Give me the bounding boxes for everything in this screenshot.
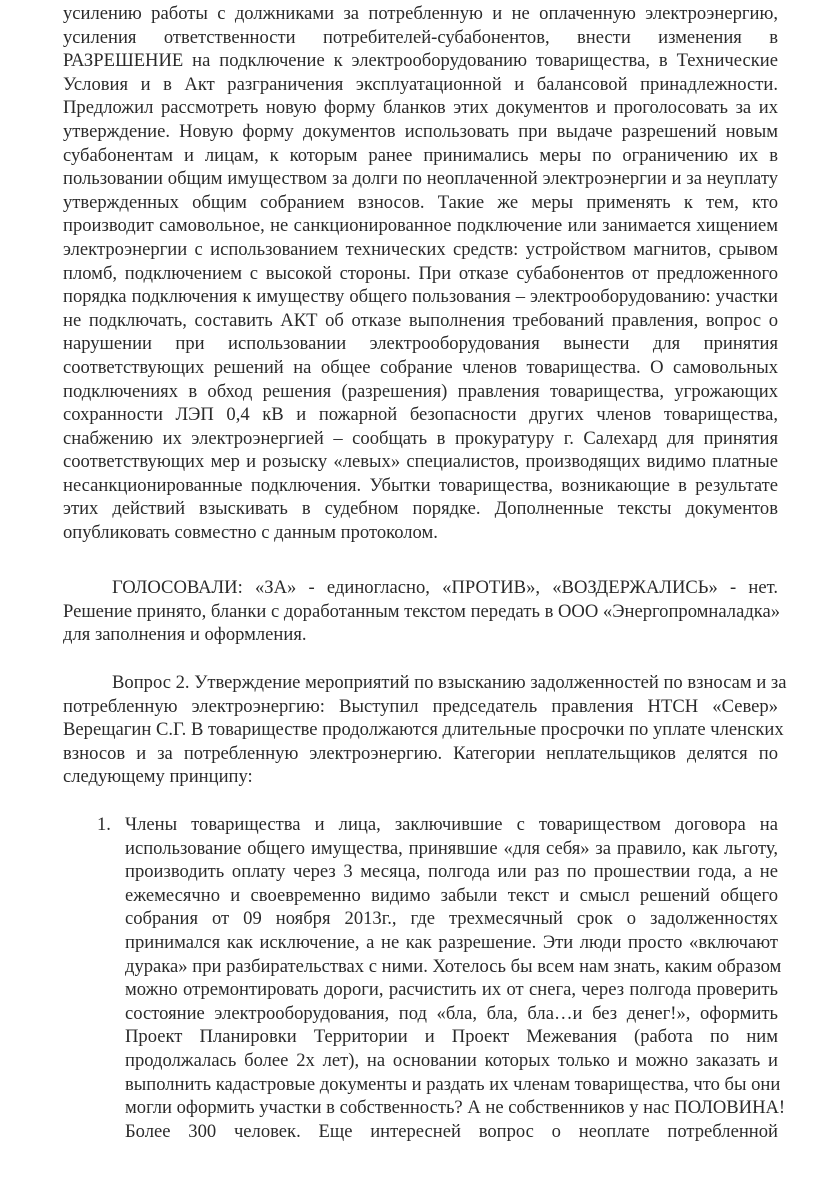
text-line: соответствующих решений на общее собрание членов товарищества. О самовольных (63, 356, 778, 378)
text-line: Условия и в Акт разграничения эксплуатационной и балансовой принадлежности. (63, 73, 778, 95)
text-line: порядка подключения к имуществу общего пользования – электрооборудованию: участки (63, 286, 778, 308)
text-line: утвержденных общим собранием взносов. Такие же меры применять к тем, кто (63, 191, 778, 213)
text-line: не подключать, составить АКТ об отказе выполнения требований правления, вопрос о (63, 309, 778, 331)
text-line: Более 300 человек. Еще интересней вопрос о неоплате потребленной (125, 1120, 778, 1142)
text-line: усилению работы с должниками за потребленную и не оплаченную электроэнергию, (63, 3, 778, 24)
text-line: могли оформить участки в собственность? А не собственников у нас ПОЛОВИНА! (125, 1097, 786, 1119)
text-line: производит самовольное, не санкционированное подключение или занимается хищением (63, 215, 778, 237)
list-item (63, 813, 786, 1143)
text-line: субабонентам и лицам, к которым ранее принимались меры по ограничению их в (63, 144, 778, 166)
list-item-number: 1. (97, 814, 111, 835)
text-line: Члены товарищества и лица, заключившие с товариществом договора на (125, 814, 778, 835)
text-line: усиления ответственности потребителей-субабонентов, внести изменения в (63, 26, 778, 48)
text-line: несанкционированные подключения. Убытки товарищества, возникающие в результате (63, 474, 778, 496)
text-line: пломб, подключением с высокой стороны. При отказе субабонентов от предложенного (63, 262, 778, 284)
text-line: принимался как исключение, а не как разрешение. Эти люди просто «включают (125, 931, 778, 953)
text-line: дурака» при разбирательствах с ними. Хотелось бы всем нам знать, каким образом (125, 955, 782, 977)
text-line: Решение принято, бланки с доработанным текстом передать в ООО «Энергопромналадка» (63, 600, 781, 622)
text-line: потребленную электроэнергию: Выступил председатель правления НТСН «Север» (63, 695, 778, 717)
text-line: собрания от 09 ноября 2013г., где трехмесячный срок о задолженностях (125, 908, 778, 930)
debtor-categories-list (63, 813, 786, 1143)
text-line: можно отремонтировать дороги, расчистить их от снега, через полгода проверить (125, 979, 778, 1001)
text-line: электроэнергии с использованием технических средств: устройством магнитов, срывом (63, 238, 778, 260)
text-line: состояние электрооборудования, под «бла, бла, бла…и без денег!», оформить (125, 1002, 778, 1024)
text-line: производить оплату через 3 месяца, полгода или раз по прошествии года, а не (125, 861, 778, 883)
text-line: соответствующих мер и розыску «левых» специалистов, производящих видимо платные (63, 451, 778, 473)
paragraph-question-2 (63, 671, 787, 789)
list-item-text (125, 813, 786, 1143)
text-line: выполнить кадастровые документы и раздать их членам товарищества, что бы они (125, 1073, 781, 1095)
text-line: Верещагин С.Г. В товариществе продолжаются длительные просрочки по уплате членских (63, 719, 784, 741)
text-line: для заполнения и оформления. (63, 624, 307, 646)
text-line: продолжалась более 2х лет), на основании которых только и можно заказать и (125, 1049, 778, 1071)
text-line: РАЗРЕШЕНИЕ на подключение к электрооборудованию товарищества, в Технические (63, 50, 778, 72)
text-line: подключениях в обход решения (разрешения) правления товарищества, угрожающих (63, 380, 778, 402)
text-line: Вопрос 2. Утверждение мероприятий по взысканию задолженностей по взносам и за (112, 672, 787, 693)
text-line: следующему принципу: (63, 766, 253, 788)
paragraph-vote-result (63, 576, 781, 647)
text-line: нарушении при использовании электрооборудования вынести для принятия (63, 333, 778, 355)
text-line: взносов и за потребленную электроэнергию. Категории неплательщиков делятся по (63, 742, 778, 764)
text-line: ГОЛОСОВАЛИ: «ЗА» - единогласно, «ПРОТИВ», «ВОЗДЕРЖАЛИСЬ» - нет. (112, 577, 778, 598)
paragraph-electricity-measures (63, 2, 778, 545)
text-line: сохранности ЛЭП 0,4 кВ и пожарной безопасности других членов товарищества, (63, 404, 778, 426)
text-line: утверждение. Новую форму документов использовать при выдаче разрешений новым (63, 120, 778, 142)
text-line: Проект Планировки Территории и Проект Межевания (работа по ним (125, 1026, 778, 1048)
text-line: пользовании общим имуществом за долги по неоплаченной электроэнергии и за неуплату (63, 168, 778, 190)
text-line: этих действий взыскивать в судебном порядке. Дополненные тексты документов (63, 498, 778, 520)
text-line: использование общего имущества, принявшие «для себя» за правило, как льготу, (125, 837, 778, 859)
text-line: ежемесячно и своевременно видимо забыли текст и смысл решений общего (125, 884, 778, 906)
text-line: снабжению их электроэнергией – сообщать в прокуратуру г. Салехард для принятия (63, 427, 778, 449)
text-line: опубликовать совместно с данным протоколом. (63, 522, 438, 544)
text-line: Предложил рассмотреть новую форму бланков этих документов и проголосовать за их (63, 97, 778, 119)
